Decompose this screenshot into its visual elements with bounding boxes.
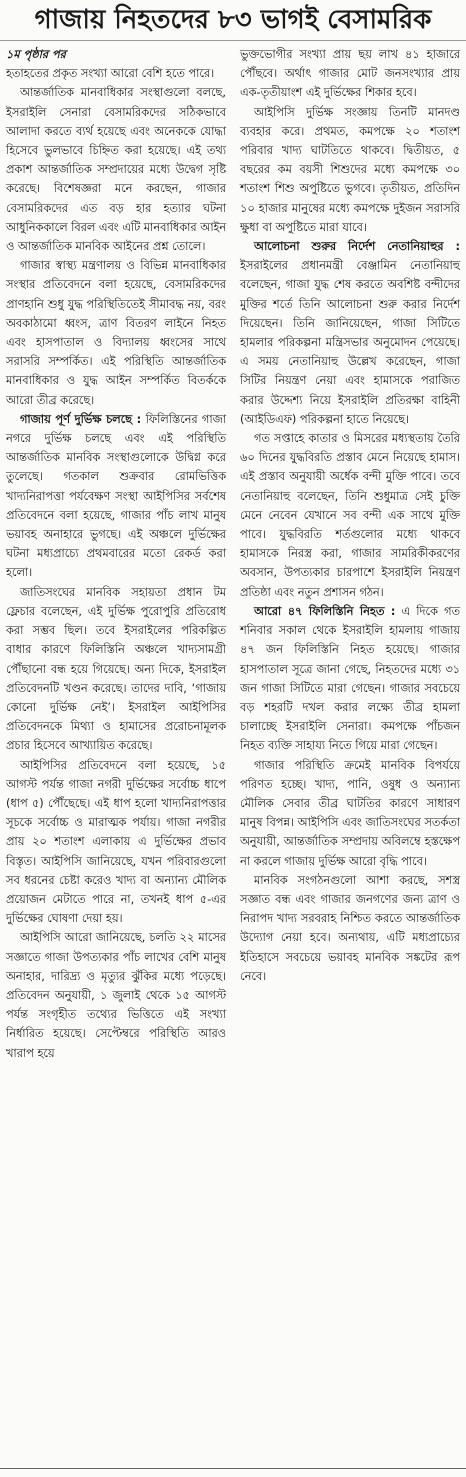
paragraph-text: এ দিকে গত শনিবার সকাল থেকে ইসরাইলি হামলায় গাজায় ৪৭ জন ফিলিস্তিনি নিহত হয়েছে। গাজার হাসপাতাল সূত্রে জানা গেছে, নিহতদের মধ্যে ৩১ জন গাজা সিটিতে মারা গেছেন। গাজার সবচেয়ে বড় শহরটি দখল করার লক্ষ্যে তীব্র হামলা চালাচ্ছে ইসরাইলি সেনারা। কমপক্ষে পাঁচজন নিহত ব্যক্তি সাহায্য নিতে গিয়ে মারা গেছেন। bbox=[240, 604, 460, 753]
paragraph: জাতিসংঘের মানবিক সহায়তা প্রধান টম ফ্লেচার বলেছেন, এই দুর্ভিক্ষ পুরোপুরি প্রতিরোধ করা সম্ভব ছিল। তবে ইসরাইলের পরিকল্পিত বাধার কারণে ফিলিস্তিনি অঞ্চলে খাদ্যসামগ্রী পৌঁছানো বন্ধ হয়ে গিয়েছে। অন্য দিকে, ইসরাইল প্রতিবেদনটি খণ্ডন করেছে। তাদের দাবি, ‘গাজায় কোনো দুর্ভিক্ষ নেই’। ইসরাইল আইপিসির প্রতিবেদনকে মিথ্যা ও হামাসের প্ররোচনামূলক প্রচার হিসেবে আখ্যায়িত করেছে। bbox=[6, 585, 226, 753]
paragraph-text: ইসরাইলের প্রধানমন্ত্রী বেঞ্জামিন নেতানিয়াহু বলেছেন, গাজা যুদ্ধ শেষ করতে অবশিষ্ট বন্দীদের মুক্তির শর্তে তিনি আলোচনা শুরু করার নির্দেশ দিয়েছেন। তিনি জানিয়েছেন, গাজা সিটিতে হামলার পরিকল্পনা মন্ত্রিসভার অনুমোদন পেয়েছে। এ সময় নেতানিয়াহু উল্লেখ করেছেন, গাজা সিটির নিয়ন্ত্রণ নেয়া এবং হামাসকে পরাজিত করার উদ্দেশ্য নিয়ে ইসরাইলি প্রতিরক্ষা বাহিনী (আইডিএফ) পরিকল্পনা হাতে নিয়েছে। bbox=[240, 259, 460, 426]
paragraph: গাজার স্বাস্থ্য মন্ত্রণালয় ও বিভিন্ন মানবাধিকার সংস্থার প্রতিবেদনে বলা হয়েছে, বেসামরিকদের প্রাণহানি শুধু যুদ্ধ পরিস্থিতিতেই সীমাবদ্ধ নয়, বরং অবকাঠামো ধ্বংস, ত্রাণ বিতরণ লাইনে নিহত এবং হাসপাতাল ও বিদ্যালয় ধ্বংসের সাথে সরাসরি সম্পর্কিত। এই পরিস্থিতি আন্তর্জাতিক মানবাধিকার ও যুদ্ধ আইন সম্পর্কিত বিতর্ককে আরো তীব্র করেছে। bbox=[6, 259, 226, 407]
paragraph: গাজার পরিস্থিতি ক্রমেই মানবিক বিপর্যয়ে পরিণত হচ্ছে। খাদ্য, পানি, ওষুধ ও অন্যান্য মৌলিক সেবার তীব্র ঘাটতির কারণে সাধারণ মানুষ বিপন্ন। আইপিসি এবং জাতিসংঘের সতর্কতা অনুযায়ী, আন্তর্জাতিক সম্প্রদায় অবিলম্বে হস্তক্ষেপ না করলে গাজায় দুর্ভিক্ষ আরো বৃদ্ধি পাবে। bbox=[240, 758, 460, 868]
paragraph: আন্তর্জাতিক মানবাধিকার সংস্থাগুলো বলছে, ইসরাইলি সেনারা বেসামরিকদের সঠিকভাবে আলাদা করতে ব্যর্থ হয়েছে এবং অনেককে যোদ্ধা হিসেবে ভুলভাবে চিহ্নিত করা হয়েছে। এই তথ্য প্রকাশ আন্তর্জাতিক সম্প্রদায়ের মধ্যে উদ্বেগ সৃষ্টি করেছে। বিশেষজ্ঞরা মনে করছেন, গাজার বেসামরিকদের এত বড় হার হত্যার ঘটনা আধুনিককালে বিরল এবং এটি মানবাধিকার আইন ও আন্তর্জাতিক মানবিক আইনের প্রশ্ন তোলে। bbox=[6, 86, 226, 254]
section-subheading: গাজায় পূর্ণ দুর্ভিক্ষ চলছে : bbox=[20, 412, 142, 426]
paragraph: মানবিক সংগঠনগুলো আশা করছে, সশস্ত্র সজ্ঞাত বন্ধ এবং গাজার জনগণের জন্য ত্রাণ ও নিরাপদ খাদ্য সরবরাহ নিশ্চিত করতে আন্তর্জাতিক উদ্যোগ নেয়া হবে। অন্যথায়, এটি মধ্যপ্রাচ্যের ইতিহাসে সবচেয়ে ভয়াবহ মানবিক সঙ্কটের রূপ নেবে। bbox=[240, 873, 460, 983]
bottom-divider bbox=[0, 1468, 466, 1469]
paragraph: আইপিসি দুর্ভিক্ষ সংজ্ঞায় তিনটি মানদণ্ড ব্যবহার করে। প্রথমত, কমপক্ষে ২০ শতাংশ পরিবার খাদ্য ঘাটতিতে থাকবে। দ্বিতীয়ত, ৫ বছরের কম বয়সী শিশুদের মধ্যে কমপক্ষে ৩০ শতাংশ শিশু অপুষ্টিতে ভুগবে। তৃতীয়ত, প্রতিদিন ১০ হাজার মানুষের মধ্যে কমপক্ষে দুইজন সরাসরি ক্ষুধা বা অপুষ্টিতে মারা যাবে। bbox=[240, 105, 460, 234]
paragraph: আইপিসি আরো জানিয়েছে, চলতি ২২ মাসের সজ্ঞাতে গাজা উপত্যকার পাঁচ লাখের বেশি মানুষ অনাহার, দারিদ্র্য ও মৃত্যুর ঝুঁকির মধ্যে পড়েছে। প্রতিবেদন অনুযায়ী, ১ জুলাই থেকে ১৫ আগস্ট পর্যন্ত সংগৃহীত তথ্যের ভিত্তিতে এই সংখ্যা নির্ধারিত হয়েছে। সেপ্টেম্বরে পরিস্থিতি আরও খারাপ হয়ে bbox=[6, 931, 226, 1060]
subheading-paragraph bbox=[6, 410, 226, 583]
left-column bbox=[6, 45, 226, 1063]
paragraph: গত সপ্তাহে কাতার ও মিসরের মধ্যস্থতায় তৈরি ৬০ দিনের যুদ্ধবিরতি প্রস্তাব মেনে নিয়েছে হামাস। এই প্রস্তাব অনুযায়ী অর্ধেক বন্দী মুক্তি পাবে। তবে নেতানিয়াহু বলেছেন, তিনি শুধুমাত্র সেই চুক্তি মেনে নেবেন যেখানে সব বন্দী এক সাথে মুক্তি পাবে। যুদ্ধবিরতি শর্তগুলোর মধ্যে থাকবে হামাসকে নিরস্ত্র করা, গাজার সামরিকীকরণের অবসান, উপত্যকার চারপাশে ইসরাইলি নিয়ন্ত্রণ প্রতিষ্ঠা এবং নতুন প্রশাসন গঠন। bbox=[240, 432, 460, 599]
paragraph-text: ফিলিস্তিনের গাজা নগরে দুর্ভিক্ষ চলছে এবং এই পরিস্থিতি আন্তর্জাতিক মানবিক সংস্থাগুলোকে উদ্বিগ্ন করে তুলেছে। গতকাল শুক্রবার রোমভিত্তিক খাদ্যনিরাপত্তা পর্যবেক্ষণ সংস্থা আইপিসির সর্বশেষ প্রতিবেদনে বলা হয়েছে, গাজার পাঁচ লাখ মানুষ ভয়াবহ অনাহারে ভুগছে। এই অঞ্চলে দুর্ভিক্ষের ঘটনা মধ্যপ্রাচ্যে প্রথমবারের মতো রেকর্ড করা হলো। bbox=[6, 412, 226, 580]
continued-from-kicker: ১ম পৃষ্ঠার পর bbox=[6, 48, 66, 61]
section-subheading: আরো ৪৭ ফিলিস্তিনি নিহত : bbox=[254, 604, 396, 618]
article-headline: গাজায় নিহতদের ৮৩ ভাগই বেসামরিক bbox=[0, 0, 466, 41]
paragraph: আইপিসির প্রতিবেদনে বলা হয়েছে, ১৫ আগস্ট পর্যন্ত গাজা নগরী দুর্ভিক্ষের সর্বোচ্চ ধাপে (ধাপ ৫) পৌঁছেছে। এই ধাপ হলো খাদ্যনিরাপত্তার সূচকে সর্বোচ্চ ও মারাত্মক পর্যায়। গাজা নগরীর প্রায় ২০ শতাংশ এলাকায় এ দুর্ভিক্ষের প্রভাব বিস্তৃত। আইপিসি জানিয়েছে, যখন পরিবারগুলো সব ধরনের চেষ্টা করেও খাদ্য বা অন্যান্য মৌলিক প্রয়োজন মেটাতে পারে না, তখনই ধাপ ৫-এর দুর্ভিক্ষের ঘোষণা দেয়া হয়। bbox=[6, 758, 226, 926]
subheading-paragraph bbox=[240, 602, 460, 756]
paragraph: ভুক্তভোগীর সংখ্যা প্রায় ছয় লাখ ৪১ হাজারে পৌঁছবে। অর্থাৎ গাজার মোট জনসংখ্যার প্রায় এক-তৃতীয়াংশ এই দুর্ভিক্ষের শিকার হবে। bbox=[240, 48, 460, 100]
section-subheading: আলোচনা শুরুর নির্দেশ নেতানিয়াহুর : bbox=[254, 240, 460, 254]
subheading-paragraph bbox=[240, 237, 460, 429]
article-body bbox=[0, 41, 466, 1063]
right-column bbox=[240, 45, 460, 1063]
paragraph: হতাহতের প্রকৃত সংখ্যা আরো বেশি হতে পারে। bbox=[6, 67, 215, 81]
